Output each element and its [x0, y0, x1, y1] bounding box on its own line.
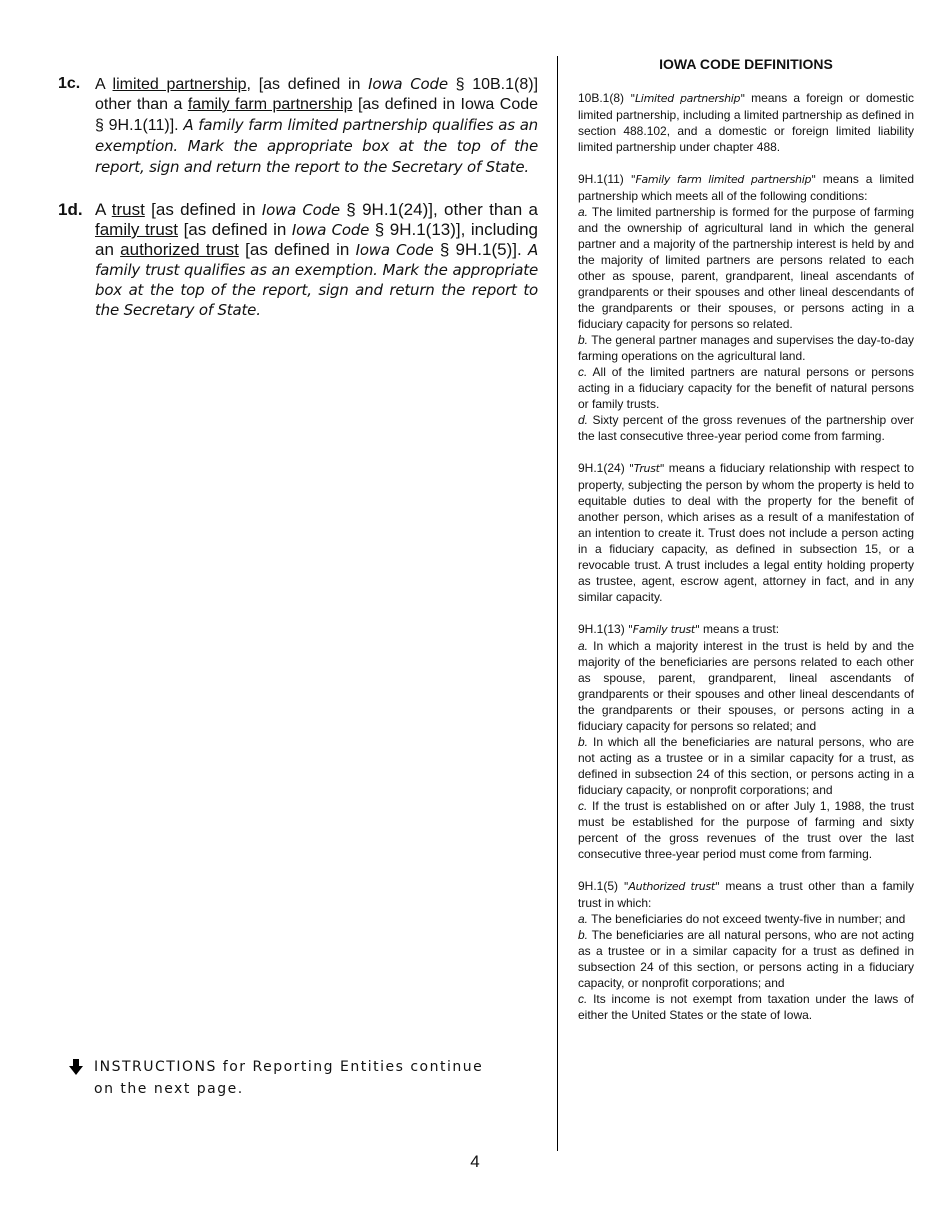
definition-family-trust: 9H.1(13) "Family trust" means a trust: a. In which a majority interest in the trust is held by and the majority of the beneficiaries are persons related to each other as spouse, parent, grandparent, lineal ascendants of grandparents or their spouses and other lineal descendants of the grandparents or their spouses, or persons acting in a fiduciary capacity for persons so related; and b. In which all the beneficiaries are natural persons, who are not acting as a trustee or in a similar capacity for a trust, as defined in subsection 24 of this section, or persons acting in a fiduciary capacity, or nonprofit corporations; and c. If the trust is established on or after July 1, 1988, the trust must be established for the purpose of farming and sixty percent of the gross revenues of the trust over the last consecutive three-year period must come from farming.	[578, 622, 914, 861]
term-family-farm-partnership: family farm partnership	[187, 96, 353, 113]
definition-trust: 9H.1(24) "Trust" means a fiduciary relationship with respect to property, subjecting the person by whom the property is held to equitable duties to deal with the property for the benefit of another person, which arises as a result of a manifestation of an intention to create it. Trust does not include a person acting in a fiduciary capacity, as defined in subsection 15, or a revocable trust. A trust includes a legal entity holding property as trustee, agent, escrow agent, attorney in fact, and in any similar capacity.	[578, 461, 914, 604]
term-limited-partnership: limited partnership,	[112, 76, 251, 93]
continue-notice	[68, 1056, 508, 1100]
exemption-note: A family trust qualifies as an exemption. Mark the appropriate box at the top of the report, sign and return the report to the Secretary of State.	[95, 241, 538, 319]
definition-limited-partnership: 10B.1(8) "Limited partnership" means a foreign or domestic limited partnership, including a limited partnership as defined in section 488.102, and a domestic or foreign limited liability limited partnership under chapter 488.	[578, 91, 914, 154]
term-family-trust: family trust	[95, 220, 179, 239]
definitions-title: IOWA CODE DEFINITIONS	[659, 56, 833, 72]
term-authorized-trust: authorized trust	[120, 240, 239, 259]
exemption-note: A family farm limited partnership qualifies as an exemption. Mark the appropriate box at the top of the report, sign and return the report to the Secretary of State.	[95, 116, 538, 176]
item-1d: 1d. A trust [as defined in Iowa Code § 9H.1(24)], other than a family trust [as defined in Iowa Code § 9H.1(13)], including an authorized trust [as defined in Iowa Code § 9H.1(5)]. A family trust qualifies as an exemption. Mark the appropriate box at the top of the report, sign and return the report to the Secretary of State.	[58, 200, 539, 319]
item-1c: 1c. A limited partnership, [as defined in Iowa Code § 10B.1(8)] other than a family farm partnership [as defined in Iowa Code § 9H.1(11)]. A family farm limited partnership qualifies as an exemption. Mark the appropriate box at the top of the report, sign and return the report to the Secretary of State.	[58, 75, 539, 176]
definition-authorized-trust: 9H.1(5) "Authorized trust" means a trust other than a family trust in which: a. The beneficiaries do not exceed twenty-five in number; and b. The beneficiaries are all natural persons, who are not acting as a trustee or in a similar capacity for a trust as defined in subsection 24 of this section, or persons acting in a fiduciary capacity, or nonprofit corporations; and c. Its income is not exempt from taxation under the laws of either the United States or the state of Iowa.	[578, 879, 914, 1022]
item-number: 1d.	[58, 200, 83, 219]
instructions-column	[58, 74, 538, 342]
term-trust: trust	[111, 200, 145, 219]
page-number: 4	[470, 1152, 480, 1171]
definition-family-farm-limited-partnership: 9H.1(11) "Family farm limited partnership" means a limited partnership which meets all of the following conditions: a. The limited partnership is formed for the purpose of farming and the ownership of agricultural land in which the general partner and a majority of the partnership interest is held by and the majority of limited partners are persons related to each other as spouse, parent, grandparent, lineal ascendants of grandparents or their spouses and other lineal descendants of the grandparents or their spouses, or persons acting in a fiduciary capacity for persons so related. b. The general partner manages and supervises the day-to-day farming operations on the agricultural land. c. All of the limited partners are natural persons or persons acting in a fiduciary capacity for the benefit of natural persons or family trusts. d. Sixty percent of the gross revenues of the partnership over the last consecutive three-year period come from farming.	[578, 172, 914, 443]
definitions-column	[578, 56, 914, 1039]
column-divider	[557, 56, 558, 1151]
item-number: 1c.	[58, 75, 81, 92]
continue-notice-text: INSTRUCTIONS for Reporting Entities continue on the next page.	[94, 1059, 484, 1097]
arrow-down-icon	[68, 1058, 84, 1076]
